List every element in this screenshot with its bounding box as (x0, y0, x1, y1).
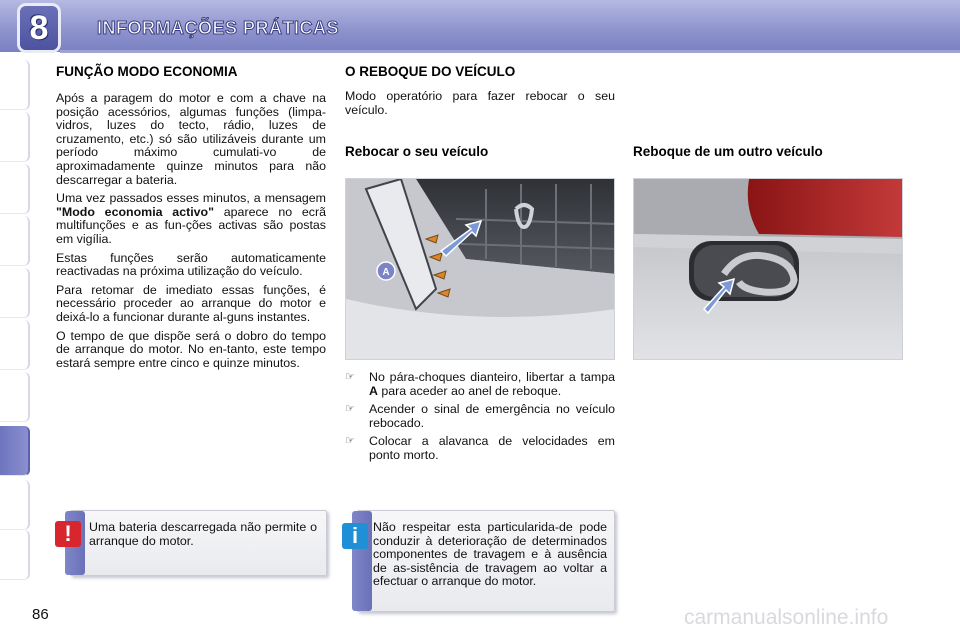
paragraph: Para retomar de imediato essas funções, é necessário proceder ao arranque do motor e deixá-lo a funcionar durante al-guns instantes. (56, 282, 326, 324)
list-item (345, 403, 615, 430)
step-emphasis: A (369, 383, 378, 398)
step-text: No pára-choques dianteiro, libertar a tampa (369, 370, 615, 384)
pointing-hand-icon: ☞ (345, 371, 355, 383)
front-bumper-photo (345, 178, 615, 360)
chapter-badge (20, 6, 58, 50)
paragraph: Após a paragem do motor e com a chave na posição acessórios, algumas funções (limpa-vidros, luzes do tecto, rádio, luzes de cruzamento, etc.) só são utilizáveis durante um período máximo cumulati-vo de aproximadamente quinze minutos para não descarregar a bateria. (56, 91, 326, 187)
page-number: 86 (32, 606, 49, 623)
chapter-tab[interactable] (0, 60, 30, 110)
step-text: para aceder ao anel de reboque. (377, 383, 562, 398)
paragraph: O tempo de que dispõe será o dobro do tempo de arranque do motor. No en-tanto, este tempo estará sempre entre cinco e quinze minutos. (56, 328, 326, 370)
part-label-a: A (382, 267, 390, 278)
header-underline (60, 50, 960, 53)
subsection-heading: Reboque de um outro veículo (633, 144, 823, 159)
chapter-tab-rail (0, 60, 34, 580)
chapter-tab[interactable] (0, 268, 30, 318)
chapter-tab-active[interactable] (0, 426, 30, 476)
chapter-tab[interactable] (0, 530, 30, 580)
chapter-tab[interactable] (0, 372, 30, 422)
front-bumper-illustration (346, 179, 615, 360)
warning-icon: ! (55, 521, 81, 547)
paragraph (56, 192, 326, 246)
tow-other-section (633, 144, 913, 159)
chapter-tab[interactable] (0, 480, 30, 530)
pointing-hand-icon: ☞ (345, 403, 355, 416)
towing-section (345, 64, 615, 159)
section-heading: FUNÇÃO MODO ECONOMIA (56, 64, 238, 79)
info-icon: i (342, 523, 368, 549)
chapter-tab[interactable] (0, 164, 30, 214)
warning-text: Uma bateria descarregada não permite o arranque do motor. (89, 520, 317, 548)
message-emphasis: "Modo economia activo" (56, 204, 214, 219)
chapter-tab[interactable] (0, 216, 30, 266)
paragraph-text: Uma vez passados esses minutos, a mensagem (56, 191, 326, 206)
economy-mode-section (56, 64, 326, 375)
chapter-number: 8 (29, 8, 49, 47)
rear-tow-ring-illustration (634, 179, 903, 360)
towing-steps (345, 371, 615, 468)
intro-text: Modo operatório para fazer rebocar o seu veículo. (345, 89, 615, 117)
list-item (345, 371, 615, 398)
chapter-tab[interactable] (0, 112, 30, 162)
step-text: Acender o sinal de emergência no veículo rebocado. (369, 402, 615, 430)
paragraph: Estas funções serão automaticamente reactivadas na próxima utilização do veículo. (56, 250, 326, 279)
rear-tow-ring-photo (633, 178, 903, 360)
step-text: Colocar a alavanca de velocidades em ponto morto. (369, 434, 615, 462)
watermark: carmanualsonline.info (684, 606, 889, 629)
section-heading: O REBOQUE DO VEÍCULO (345, 64, 516, 79)
info-text: Não respeitar esta particularida-de pode conduzir à deterioração de determinados componentes de travagem e à ausência de as-sistência de travagem ao voltar a efectuar o arranque do motor. (373, 520, 607, 589)
chapter-tab[interactable] (0, 320, 30, 370)
list-item (345, 435, 615, 462)
warning-note (64, 510, 327, 576)
steps-list (345, 371, 615, 463)
pointing-hand-icon: ☞ (345, 435, 355, 448)
paragraph-text: aparece no ecrã multifunções e as fun-ções activas são postas em vigília. (56, 204, 327, 246)
page-title: INFORMAÇÕES PRÁTICAS (97, 18, 340, 38)
info-note (351, 510, 615, 612)
subsection-heading: Rebocar o seu veículo (345, 144, 489, 159)
